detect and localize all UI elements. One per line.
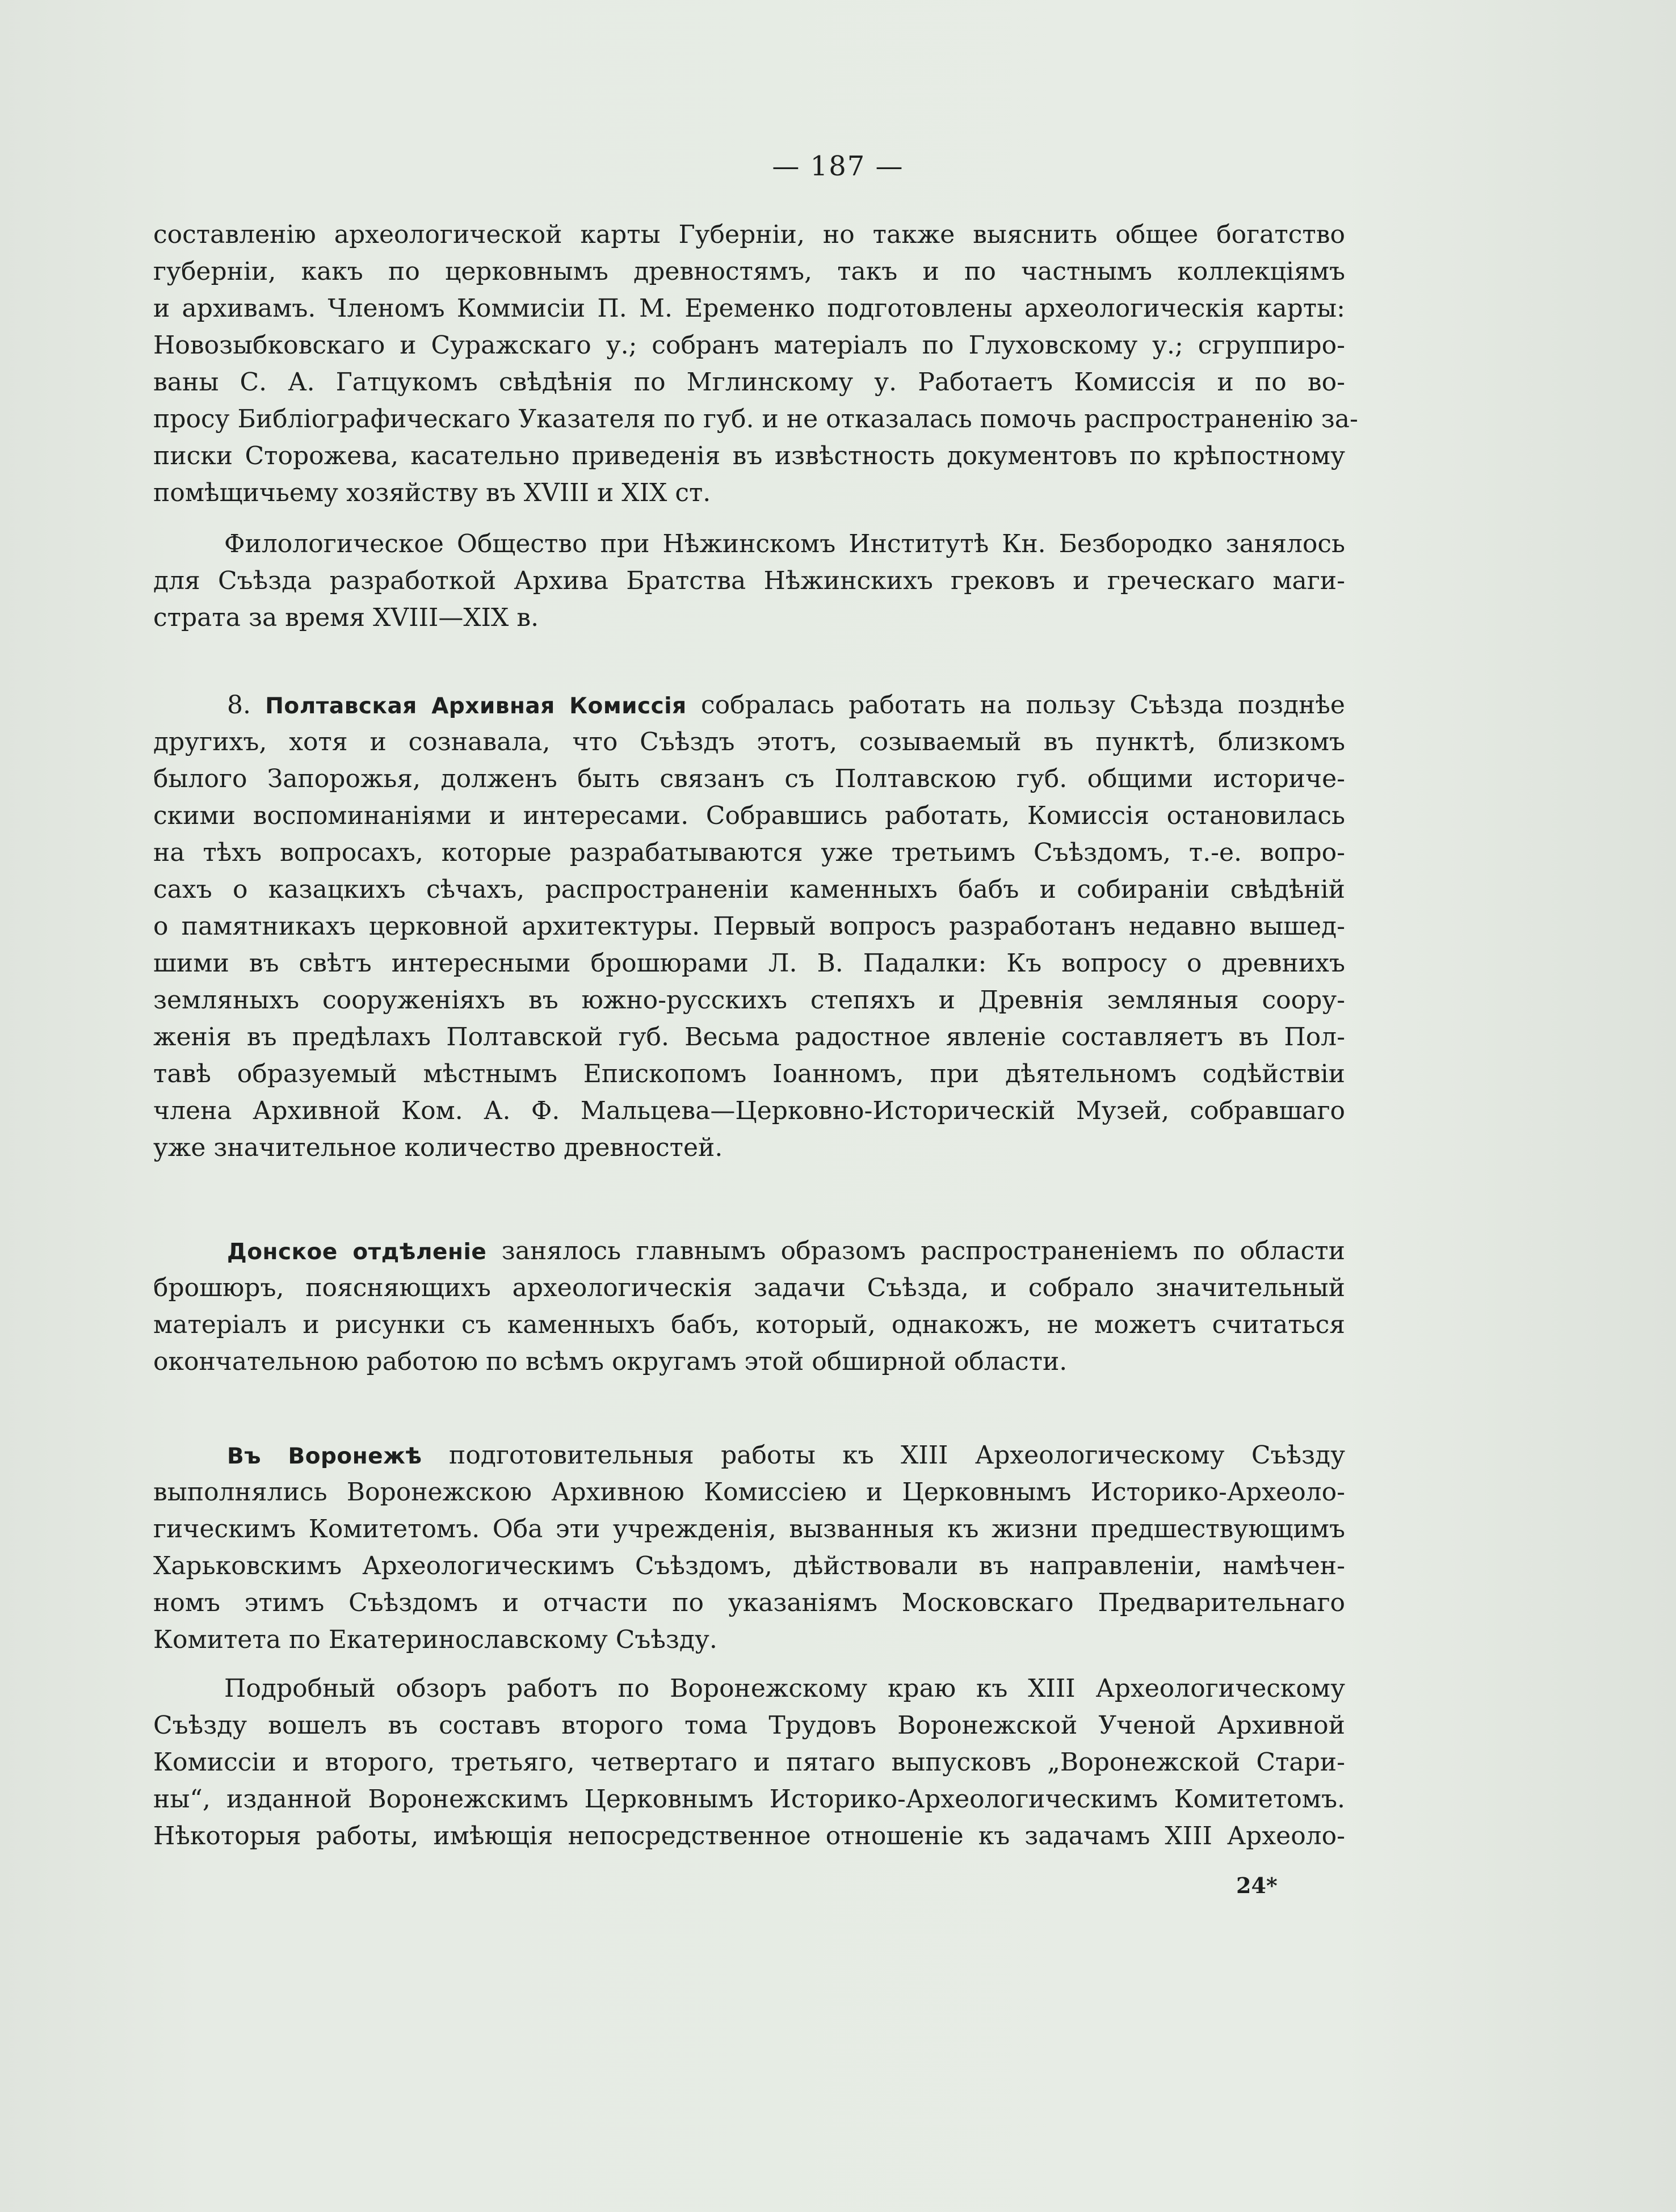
text-line: сахъ о казацкихъ сѣчахъ, распространеніи каменныхъ бабъ и собираніи свѣдѣній [153, 875, 1345, 904]
section-heading-poltava: Полтавская Архивная Комиссія [265, 693, 687, 719]
text-line: скими воспоминаніями и интересами. Собравшись работать, Комиссія остановилась [153, 801, 1345, 830]
text-line: Комитета по Екатеринославскому Съѣзду. [153, 1625, 717, 1654]
text-line: Подробный обзоръ работъ по Воронежскому краю къ XIII Археологическому [224, 1674, 1345, 1703]
text-line: для Съѣзда разработкой Архива Братства Нѣжинскихъ грековъ и греческаго маги- [153, 566, 1345, 595]
text-line: Съѣзду вошелъ въ составъ второго тома Трудовъ Воронежской Ученой Архивной [153, 1711, 1345, 1740]
text-line: Харьковскимъ Археологическимъ Съѣздомъ, дѣйствовали въ направленіи, намѣчен- [153, 1551, 1345, 1580]
heading-line-rest: собралась работать на пользу Съѣзда позднѣе [700, 691, 1345, 720]
text-line: Филологическое Общество при Нѣжинскомъ Институтѣ Кн. Безбородко занялось [224, 529, 1345, 558]
text-line: шими въ свѣтъ интересными брошюрами Л. В. Падалки: Къ вопросу о древнихъ [153, 949, 1345, 978]
text-line: ны“, изданной Воронежскимъ Церковнымъ Историко-Археологическимъ Комитетомъ. [153, 1785, 1345, 1814]
section-heading-don: Донское отдѣленіе [227, 1239, 487, 1265]
signature-mark: 24* [1236, 1873, 1278, 1898]
text-line: на тѣхъ вопросахъ, которые разрабатываются уже третьимъ Съѣздомъ, т.-е. вопро- [153, 838, 1345, 867]
text-line: брошюръ, поясняющихъ археологическія задачи Съѣзда, и собрало значительный [153, 1273, 1345, 1302]
text-line: просу Библіографическаго Указателя по губ. и не отказалась помочь распространенію за- [153, 405, 1358, 434]
text-line: страта за время XVIII—XIX в. [153, 603, 539, 632]
text-line: другихъ, хотя и сознавала, что Съѣздъ этотъ, созываемый въ пунктѣ, близкомъ [153, 727, 1345, 756]
text-line: писки Сторожева, касательно приведенія въ извѣстность документовъ по крѣпостному [153, 441, 1345, 470]
text-line: номъ этимъ Съѣздомъ и отчасти по указаніямъ Московскаго Предварительнаго [153, 1588, 1345, 1617]
text-line: Новозыбковскаго и Суражскаго у.; собранъ матеріалъ по Глуховскому у.; сгруппиро- [153, 331, 1345, 360]
text-line: помѣщичьему хозяйству въ XVIII и XIX ст. [153, 478, 711, 507]
paragraph-6 [153, 1670, 1345, 1854]
text-line: Комиссіи и второго, третьяго, четвертаго и пятаго выпусковъ „Воронежской Стари- [153, 1748, 1345, 1777]
text-line: окончательною работою по всѣмъ округамъ этой обширной области. [153, 1347, 1068, 1376]
paragraph-5-voronezh [153, 1437, 1345, 1658]
text-line: и архивамъ. Членомъ Коммисіи П. М. Еременко подготовлены археологическія карты: [153, 294, 1345, 323]
text-line-heading [153, 1233, 1345, 1269]
heading-line-rest: подготовительныя работы къ XIII Археологическому Съѣзду [449, 1441, 1345, 1470]
text-line: составленію археологической карты Губерніи, но также выяснить общее богатство [153, 220, 1345, 249]
text-line: ваны С. А. Гатцукомъ свѣдѣнія по Мглинскому у. Работаетъ Комиссія и по во- [153, 368, 1345, 397]
section-number: 8. [227, 691, 251, 720]
text-line-heading [153, 1437, 1345, 1474]
text-line: тавѣ образуемый мѣстнымъ Епископомъ Іоанномъ, при дѣятельномъ содѣйствіи [153, 1059, 1345, 1088]
paragraph-1 [153, 216, 1358, 511]
paragraph-4-don [153, 1233, 1345, 1380]
page-number: — 187 — [772, 150, 904, 182]
text-line: губерніи, какъ по церковнымъ древностямъ, такъ и по частнымъ коллекціямъ [153, 257, 1345, 286]
text-line-heading [153, 687, 1345, 724]
text-line: земляныхъ сооруженіяхъ въ южно-русскихъ степяхъ и Древнія земляныя соору- [153, 986, 1345, 1015]
text-line: о памятникахъ церковной архитектуры. Первый вопросъ разработанъ недавно вышед- [153, 912, 1345, 941]
text-line: члена Архивной Ком. А. Ф. Мальцева—Церковно-Историческій Музей, собравшаго [153, 1096, 1345, 1125]
text-line: женія въ предѣлахъ Полтавской губ. Весьма радостное явленіе составляетъ въ Пол- [153, 1023, 1345, 1052]
text-line: матеріалъ и рисунки съ каменныхъ бабъ, который, однакожъ, не можетъ считаться [153, 1310, 1345, 1339]
text-line: выполнялись Воронежскою Архивною Комиссіею и Церковнымъ Историко-Археоло- [153, 1478, 1345, 1507]
section-heading-voronezh: Въ Воронежѣ [227, 1444, 422, 1469]
paragraph-2 [153, 525, 1345, 636]
text-line: уже значительное количество древностей. [153, 1133, 723, 1162]
text-line: гическимъ Комитетомъ. Оба эти учрежденія, вызванныя къ жизни предшествующимъ [153, 1515, 1345, 1544]
paragraph-3-poltava [153, 687, 1345, 1166]
text-line: былого Запорожья, долженъ быть связанъ съ Полтавскою губ. общими историче- [153, 764, 1345, 793]
heading-line-rest: занялось главнымъ образомъ распространеніемъ по области [501, 1237, 1345, 1265]
text-line: Нѣкоторыя работы, имѣющія непосредственное отношеніе къ задачамъ XIII Археоло- [153, 1822, 1345, 1851]
